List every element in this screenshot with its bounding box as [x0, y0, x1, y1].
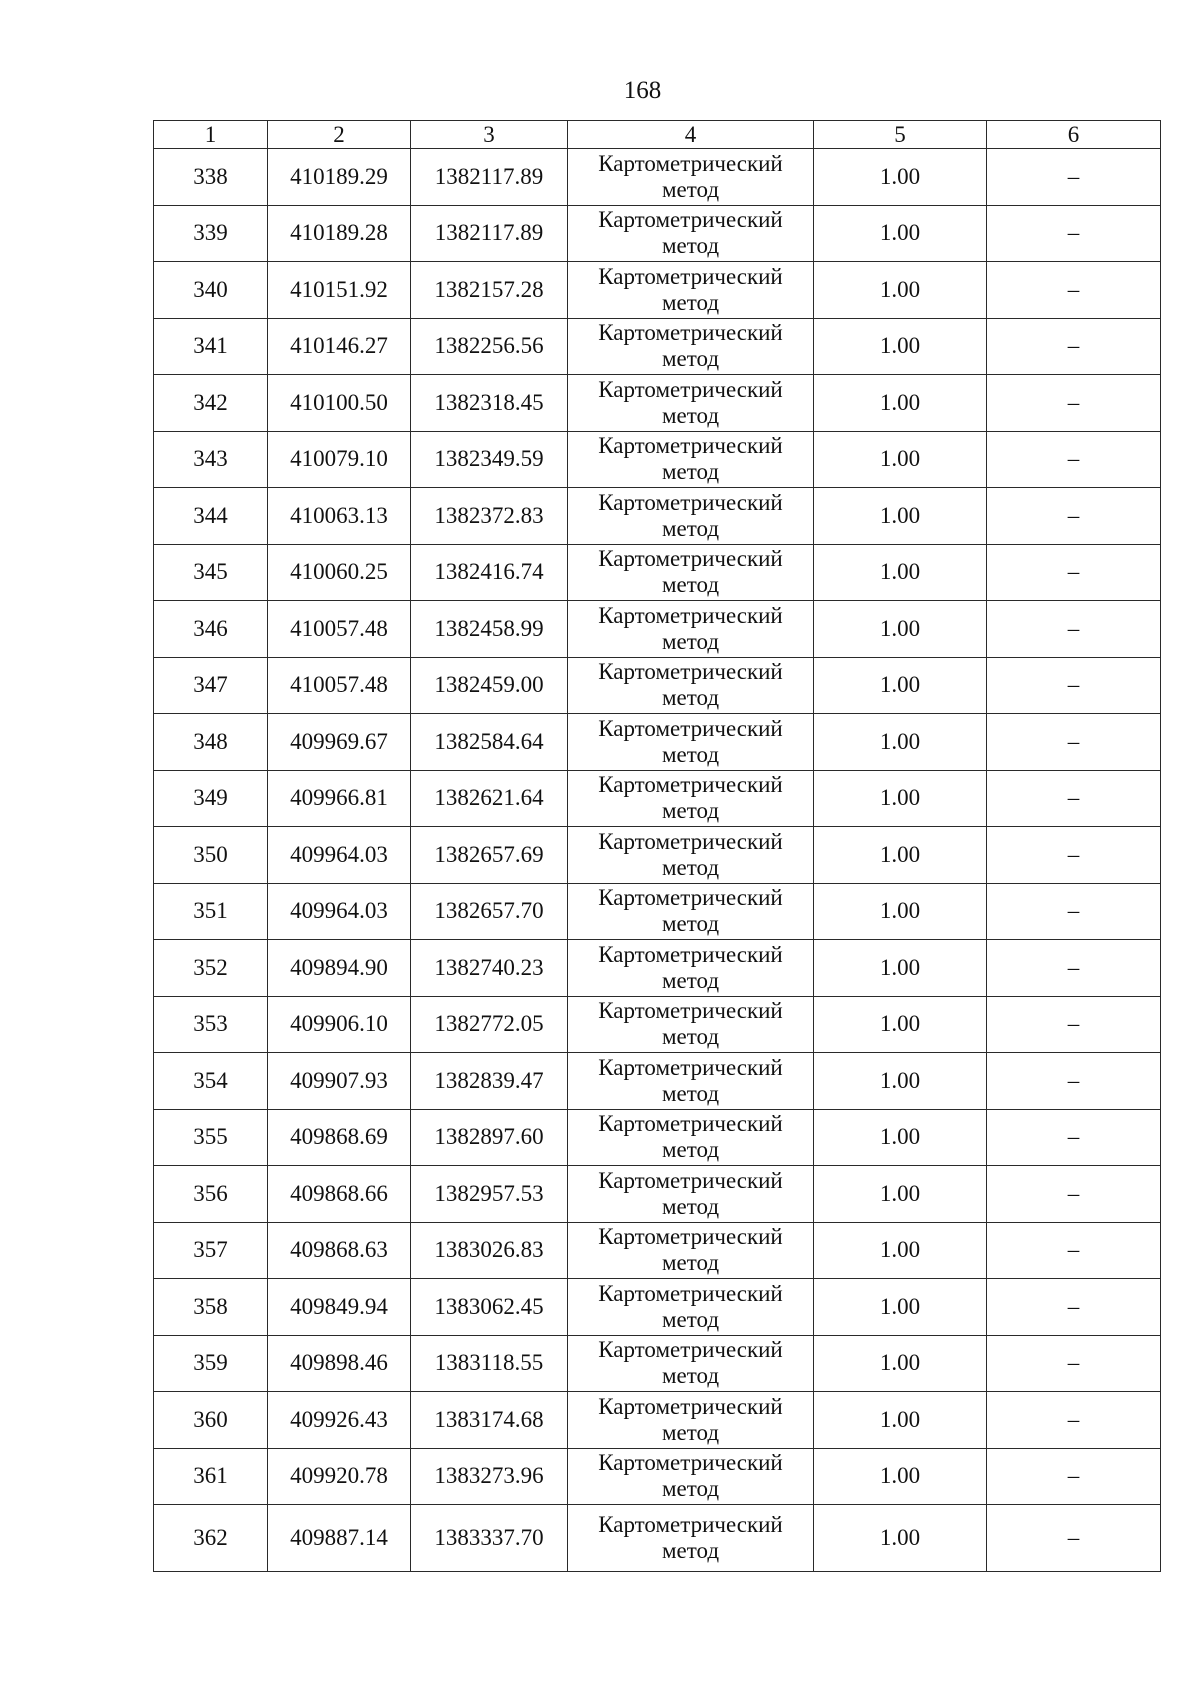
y-coordinate-cell: 1382416.74 — [411, 544, 568, 601]
coordinates-table — [153, 120, 1161, 1572]
note-cell: – — [987, 1335, 1161, 1392]
accuracy-cell: 1.00 — [814, 827, 987, 884]
x-coordinate-cell: 409849.94 — [268, 1279, 411, 1336]
point-number-cell: 343 — [154, 431, 268, 488]
note-cell: – — [987, 431, 1161, 488]
method-line-2: метод — [661, 685, 720, 711]
point-number-cell: 341 — [154, 318, 268, 375]
table-body — [154, 149, 1161, 1572]
y-coordinate-cell: 1382458.99 — [411, 601, 568, 658]
method-line-2: метод — [661, 515, 720, 541]
x-coordinate-cell: 410079.10 — [268, 431, 411, 488]
y-coordinate-cell: 1382897.60 — [411, 1109, 568, 1166]
accuracy-cell: 1.00 — [814, 149, 987, 206]
point-number-cell: 340 — [154, 262, 268, 319]
method-cell — [568, 1392, 814, 1449]
accuracy-cell: 1.00 — [814, 1279, 987, 1336]
accuracy-cell: 1.00 — [814, 1053, 987, 1110]
table-row — [154, 1392, 1161, 1449]
point-number-cell: 359 — [154, 1335, 268, 1392]
method-line-1: Картометрический — [598, 1393, 783, 1419]
note-cell: – — [987, 1448, 1161, 1505]
method-line-2: метод — [661, 402, 720, 428]
method-cell — [568, 488, 814, 545]
table-row — [154, 318, 1161, 375]
method-cell — [568, 1109, 814, 1166]
point-number-cell: 360 — [154, 1392, 268, 1449]
method-line-2: метод — [661, 1363, 720, 1389]
accuracy-cell: 1.00 — [814, 1222, 987, 1279]
accuracy-cell: 1.00 — [814, 1448, 987, 1505]
y-coordinate-cell: 1382657.70 — [411, 883, 568, 940]
point-number-cell: 358 — [154, 1279, 268, 1336]
x-coordinate-cell: 410060.25 — [268, 544, 411, 601]
method-line-1: Картометрический — [598, 941, 783, 967]
table-row — [154, 1448, 1161, 1505]
header-col-1: 1 — [154, 121, 268, 149]
point-number-cell: 346 — [154, 601, 268, 658]
method-line-1: Картометрический — [598, 207, 783, 233]
table-row — [154, 375, 1161, 432]
accuracy-cell: 1.00 — [814, 1109, 987, 1166]
table-row — [154, 996, 1161, 1053]
method-line-1: Картометрический — [598, 715, 783, 741]
table-row — [154, 601, 1161, 658]
accuracy-cell: 1.00 — [814, 657, 987, 714]
x-coordinate-cell: 409868.63 — [268, 1222, 411, 1279]
point-number-cell: 355 — [154, 1109, 268, 1166]
header-row — [154, 121, 1161, 149]
y-coordinate-cell: 1382256.56 — [411, 318, 568, 375]
method-line-2: метод — [661, 1250, 720, 1276]
table-row — [154, 657, 1161, 714]
table-row — [154, 1505, 1161, 1572]
y-coordinate-cell: 1382372.83 — [411, 488, 568, 545]
method-line-2: метод — [661, 798, 720, 824]
note-cell: – — [987, 318, 1161, 375]
table-row — [154, 544, 1161, 601]
method-line-1: Картометрический — [598, 320, 783, 346]
x-coordinate-cell: 410057.48 — [268, 601, 411, 658]
y-coordinate-cell: 1383026.83 — [411, 1222, 568, 1279]
y-coordinate-cell: 1383337.70 — [411, 1505, 568, 1572]
x-coordinate-cell: 409969.67 — [268, 714, 411, 771]
note-cell: – — [987, 1053, 1161, 1110]
method-cell — [568, 1279, 814, 1336]
accuracy-cell: 1.00 — [814, 262, 987, 319]
note-cell: – — [987, 262, 1161, 319]
method-line-1: Картометрический — [598, 1337, 783, 1363]
method-line-2: метод — [661, 1193, 720, 1219]
table-row — [154, 431, 1161, 488]
point-number-cell: 353 — [154, 996, 268, 1053]
note-cell: – — [987, 1505, 1161, 1572]
x-coordinate-cell: 410057.48 — [268, 657, 411, 714]
method-cell — [568, 657, 814, 714]
method-cell — [568, 318, 814, 375]
method-line-2: метод — [661, 233, 720, 259]
point-number-cell: 347 — [154, 657, 268, 714]
method-cell — [568, 770, 814, 827]
method-line-1: Картометрический — [598, 602, 783, 628]
x-coordinate-cell: 410100.50 — [268, 375, 411, 432]
method-line-1: Картометрический — [598, 376, 783, 402]
y-coordinate-cell: 1382839.47 — [411, 1053, 568, 1110]
method-line-2: метод — [661, 289, 720, 315]
accuracy-cell: 1.00 — [814, 1392, 987, 1449]
x-coordinate-cell: 409898.46 — [268, 1335, 411, 1392]
x-coordinate-cell: 410063.13 — [268, 488, 411, 545]
accuracy-cell: 1.00 — [814, 940, 987, 997]
method-cell — [568, 1448, 814, 1505]
point-number-cell: 344 — [154, 488, 268, 545]
x-coordinate-cell: 410189.28 — [268, 205, 411, 262]
point-number-cell: 349 — [154, 770, 268, 827]
x-coordinate-cell: 409920.78 — [268, 1448, 411, 1505]
x-coordinate-cell: 410146.27 — [268, 318, 411, 375]
header-col-5: 5 — [814, 121, 987, 149]
accuracy-cell: 1.00 — [814, 544, 987, 601]
accuracy-cell: 1.00 — [814, 431, 987, 488]
note-cell: – — [987, 601, 1161, 658]
y-coordinate-cell: 1382117.89 — [411, 149, 568, 206]
note-cell: – — [987, 827, 1161, 884]
x-coordinate-cell: 409868.69 — [268, 1109, 411, 1166]
accuracy-cell: 1.00 — [814, 375, 987, 432]
method-line-1: Картометрический — [598, 772, 783, 798]
method-line-2: метод — [661, 967, 720, 993]
y-coordinate-cell: 1382157.28 — [411, 262, 568, 319]
method-cell — [568, 431, 814, 488]
x-coordinate-cell: 409966.81 — [268, 770, 411, 827]
point-number-cell: 356 — [154, 1166, 268, 1223]
accuracy-cell: 1.00 — [814, 1505, 987, 1572]
point-number-cell: 345 — [154, 544, 268, 601]
note-cell: – — [987, 488, 1161, 545]
y-coordinate-cell: 1382657.69 — [411, 827, 568, 884]
method-cell — [568, 1166, 814, 1223]
method-line-2: метод — [661, 741, 720, 767]
method-line-2: метод — [661, 176, 720, 202]
y-coordinate-cell: 1382584.64 — [411, 714, 568, 771]
method-cell — [568, 601, 814, 658]
point-number-cell: 342 — [154, 375, 268, 432]
method-line-2: метод — [661, 1024, 720, 1050]
method-line-2: метод — [661, 572, 720, 598]
accuracy-cell: 1.00 — [814, 488, 987, 545]
x-coordinate-cell: 409887.14 — [268, 1505, 411, 1572]
method-line-1: Картометрический — [598, 263, 783, 289]
method-cell — [568, 1222, 814, 1279]
table-row — [154, 1166, 1161, 1223]
accuracy-cell: 1.00 — [814, 770, 987, 827]
method-line-1: Картометрический — [598, 1111, 783, 1137]
table-row — [154, 1222, 1161, 1279]
method-line-1: Картометрический — [598, 659, 783, 685]
y-coordinate-cell: 1383174.68 — [411, 1392, 568, 1449]
method-cell — [568, 262, 814, 319]
point-number-cell: 357 — [154, 1222, 268, 1279]
table-row — [154, 940, 1161, 997]
method-cell — [568, 1335, 814, 1392]
note-cell: – — [987, 375, 1161, 432]
note-cell: – — [987, 714, 1161, 771]
x-coordinate-cell: 410151.92 — [268, 262, 411, 319]
method-cell — [568, 149, 814, 206]
accuracy-cell: 1.00 — [814, 205, 987, 262]
point-number-cell: 339 — [154, 205, 268, 262]
x-coordinate-cell: 409964.03 — [268, 827, 411, 884]
y-coordinate-cell: 1382318.45 — [411, 375, 568, 432]
point-number-cell: 362 — [154, 1505, 268, 1572]
note-cell: – — [987, 205, 1161, 262]
y-coordinate-cell: 1382957.53 — [411, 1166, 568, 1223]
x-coordinate-cell: 409964.03 — [268, 883, 411, 940]
table-row — [154, 1053, 1161, 1110]
method-line-1: Картометрический — [598, 1224, 783, 1250]
y-coordinate-cell: 1383273.96 — [411, 1448, 568, 1505]
y-coordinate-cell: 1382772.05 — [411, 996, 568, 1053]
table-row — [154, 714, 1161, 771]
note-cell: – — [987, 1166, 1161, 1223]
y-coordinate-cell: 1382621.64 — [411, 770, 568, 827]
method-cell — [568, 714, 814, 771]
table-row — [154, 149, 1161, 206]
method-line-1: Картометрический — [598, 885, 783, 911]
point-number-cell: 348 — [154, 714, 268, 771]
point-number-cell: 354 — [154, 1053, 268, 1110]
method-line-1: Картометрический — [598, 1512, 783, 1537]
table-row — [154, 827, 1161, 884]
x-coordinate-cell: 409926.43 — [268, 1392, 411, 1449]
method-cell — [568, 375, 814, 432]
method-line-2: метод — [661, 459, 720, 485]
method-cell — [568, 940, 814, 997]
x-coordinate-cell: 409894.90 — [268, 940, 411, 997]
note-cell: – — [987, 1109, 1161, 1166]
accuracy-cell: 1.00 — [814, 601, 987, 658]
method-cell — [568, 883, 814, 940]
table-row — [154, 1335, 1161, 1392]
y-coordinate-cell: 1382349.59 — [411, 431, 568, 488]
table-row — [154, 770, 1161, 827]
point-number-cell: 351 — [154, 883, 268, 940]
header-col-4: 4 — [568, 121, 814, 149]
y-coordinate-cell: 1383118.55 — [411, 1335, 568, 1392]
page-number: 168 — [623, 77, 662, 104]
y-coordinate-cell: 1382117.89 — [411, 205, 568, 262]
method-line-1: Картометрический — [598, 1450, 783, 1476]
point-number-cell: 361 — [154, 1448, 268, 1505]
method-line-1: Картометрический — [598, 489, 783, 515]
note-cell: – — [987, 1392, 1161, 1449]
point-number-cell: 350 — [154, 827, 268, 884]
accuracy-cell: 1.00 — [814, 1335, 987, 1392]
point-number-cell: 352 — [154, 940, 268, 997]
accuracy-cell: 1.00 — [814, 883, 987, 940]
method-cell — [568, 544, 814, 601]
method-line-1: Картометрический — [598, 150, 783, 176]
table-row — [154, 205, 1161, 262]
note-cell: – — [987, 940, 1161, 997]
method-line-2: метод — [661, 1080, 720, 1106]
note-cell: – — [987, 149, 1161, 206]
method-line-2: метод — [661, 1419, 720, 1445]
method-line-1: Картометрический — [598, 1054, 783, 1080]
method-line-2: метод — [661, 911, 720, 937]
note-cell: – — [987, 996, 1161, 1053]
note-cell: – — [987, 1279, 1161, 1336]
note-cell: – — [987, 770, 1161, 827]
note-cell: – — [987, 883, 1161, 940]
y-coordinate-cell: 1383062.45 — [411, 1279, 568, 1336]
method-line-2: метод — [661, 628, 720, 654]
accuracy-cell: 1.00 — [814, 318, 987, 375]
method-line-1: Картометрический — [598, 1280, 783, 1306]
header-col-3: 3 — [411, 121, 568, 149]
x-coordinate-cell: 409868.66 — [268, 1166, 411, 1223]
note-cell: – — [987, 1222, 1161, 1279]
y-coordinate-cell: 1382740.23 — [411, 940, 568, 997]
table-row — [154, 1109, 1161, 1166]
method-line-2: метод — [661, 1306, 720, 1332]
method-line-2: метод — [661, 854, 720, 880]
method-line-2: метод — [661, 1476, 720, 1502]
x-coordinate-cell: 409906.10 — [268, 996, 411, 1053]
method-cell — [568, 1053, 814, 1110]
method-cell — [568, 1505, 814, 1572]
method-cell — [568, 827, 814, 884]
method-line-1: Картометрический — [598, 998, 783, 1024]
method-line-1: Картометрический — [598, 433, 783, 459]
note-cell: – — [987, 657, 1161, 714]
y-coordinate-cell: 1382459.00 — [411, 657, 568, 714]
note-cell: – — [987, 544, 1161, 601]
x-coordinate-cell: 410189.29 — [268, 149, 411, 206]
method-line-2: метод — [661, 1137, 720, 1163]
accuracy-cell: 1.00 — [814, 714, 987, 771]
method-cell — [568, 205, 814, 262]
table-row — [154, 262, 1161, 319]
header-col-6: 6 — [987, 121, 1161, 149]
accuracy-cell: 1.00 — [814, 1166, 987, 1223]
table-row — [154, 883, 1161, 940]
method-line-1: Картометрический — [598, 828, 783, 854]
method-line-2: метод — [661, 346, 720, 372]
method-cell — [568, 996, 814, 1053]
header-col-2: 2 — [268, 121, 411, 149]
method-line-1: Картометрический — [598, 546, 783, 572]
method-line-1: Картометрический — [598, 1167, 783, 1193]
accuracy-cell: 1.00 — [814, 996, 987, 1053]
x-coordinate-cell: 409907.93 — [268, 1053, 411, 1110]
table-row — [154, 488, 1161, 545]
method-line-2: метод — [661, 1538, 720, 1563]
point-number-cell: 338 — [154, 149, 268, 206]
table-row — [154, 1279, 1161, 1336]
